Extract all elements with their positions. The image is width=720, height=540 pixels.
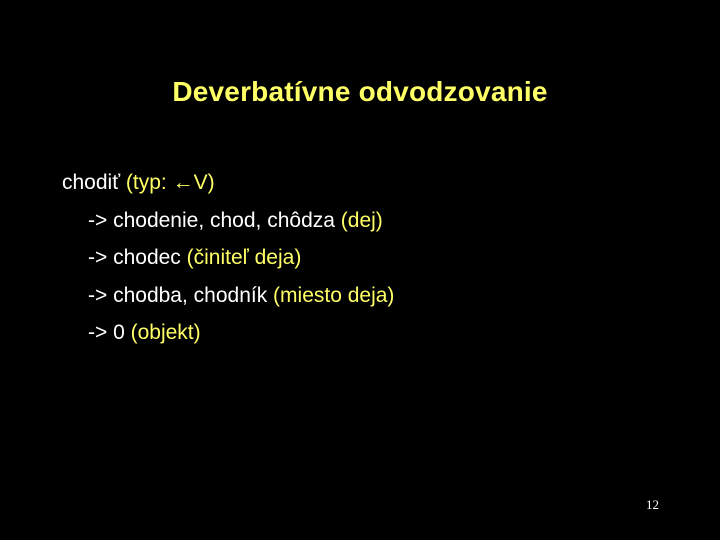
list-item [62,239,394,277]
derivation-word: -> chodec [88,246,181,269]
page-number: 12 [646,497,659,512]
derivation-meaning: (miesto deja) [267,283,395,307]
list-item [62,314,394,352]
derivation-meaning: (činiteľ deja) [180,246,302,269]
derivation-word: -> chodenie, chod, chôdza [88,208,335,232]
derivation-meaning: (typ: ←V) [120,171,215,194]
derivation-word: -> 0 [88,321,125,344]
derivation-meaning: (objekt) [124,321,201,344]
derivation-meaning: (dej) [334,208,383,232]
list-item [62,277,394,315]
list-item [62,202,394,240]
list-item [62,164,394,202]
derivation-word: -> chodba, chodník [88,283,268,307]
slide-body [62,164,394,352]
slide-title: Deverbatívne odvodzovanie [172,76,548,107]
derivation-word: chodiť [62,171,121,194]
